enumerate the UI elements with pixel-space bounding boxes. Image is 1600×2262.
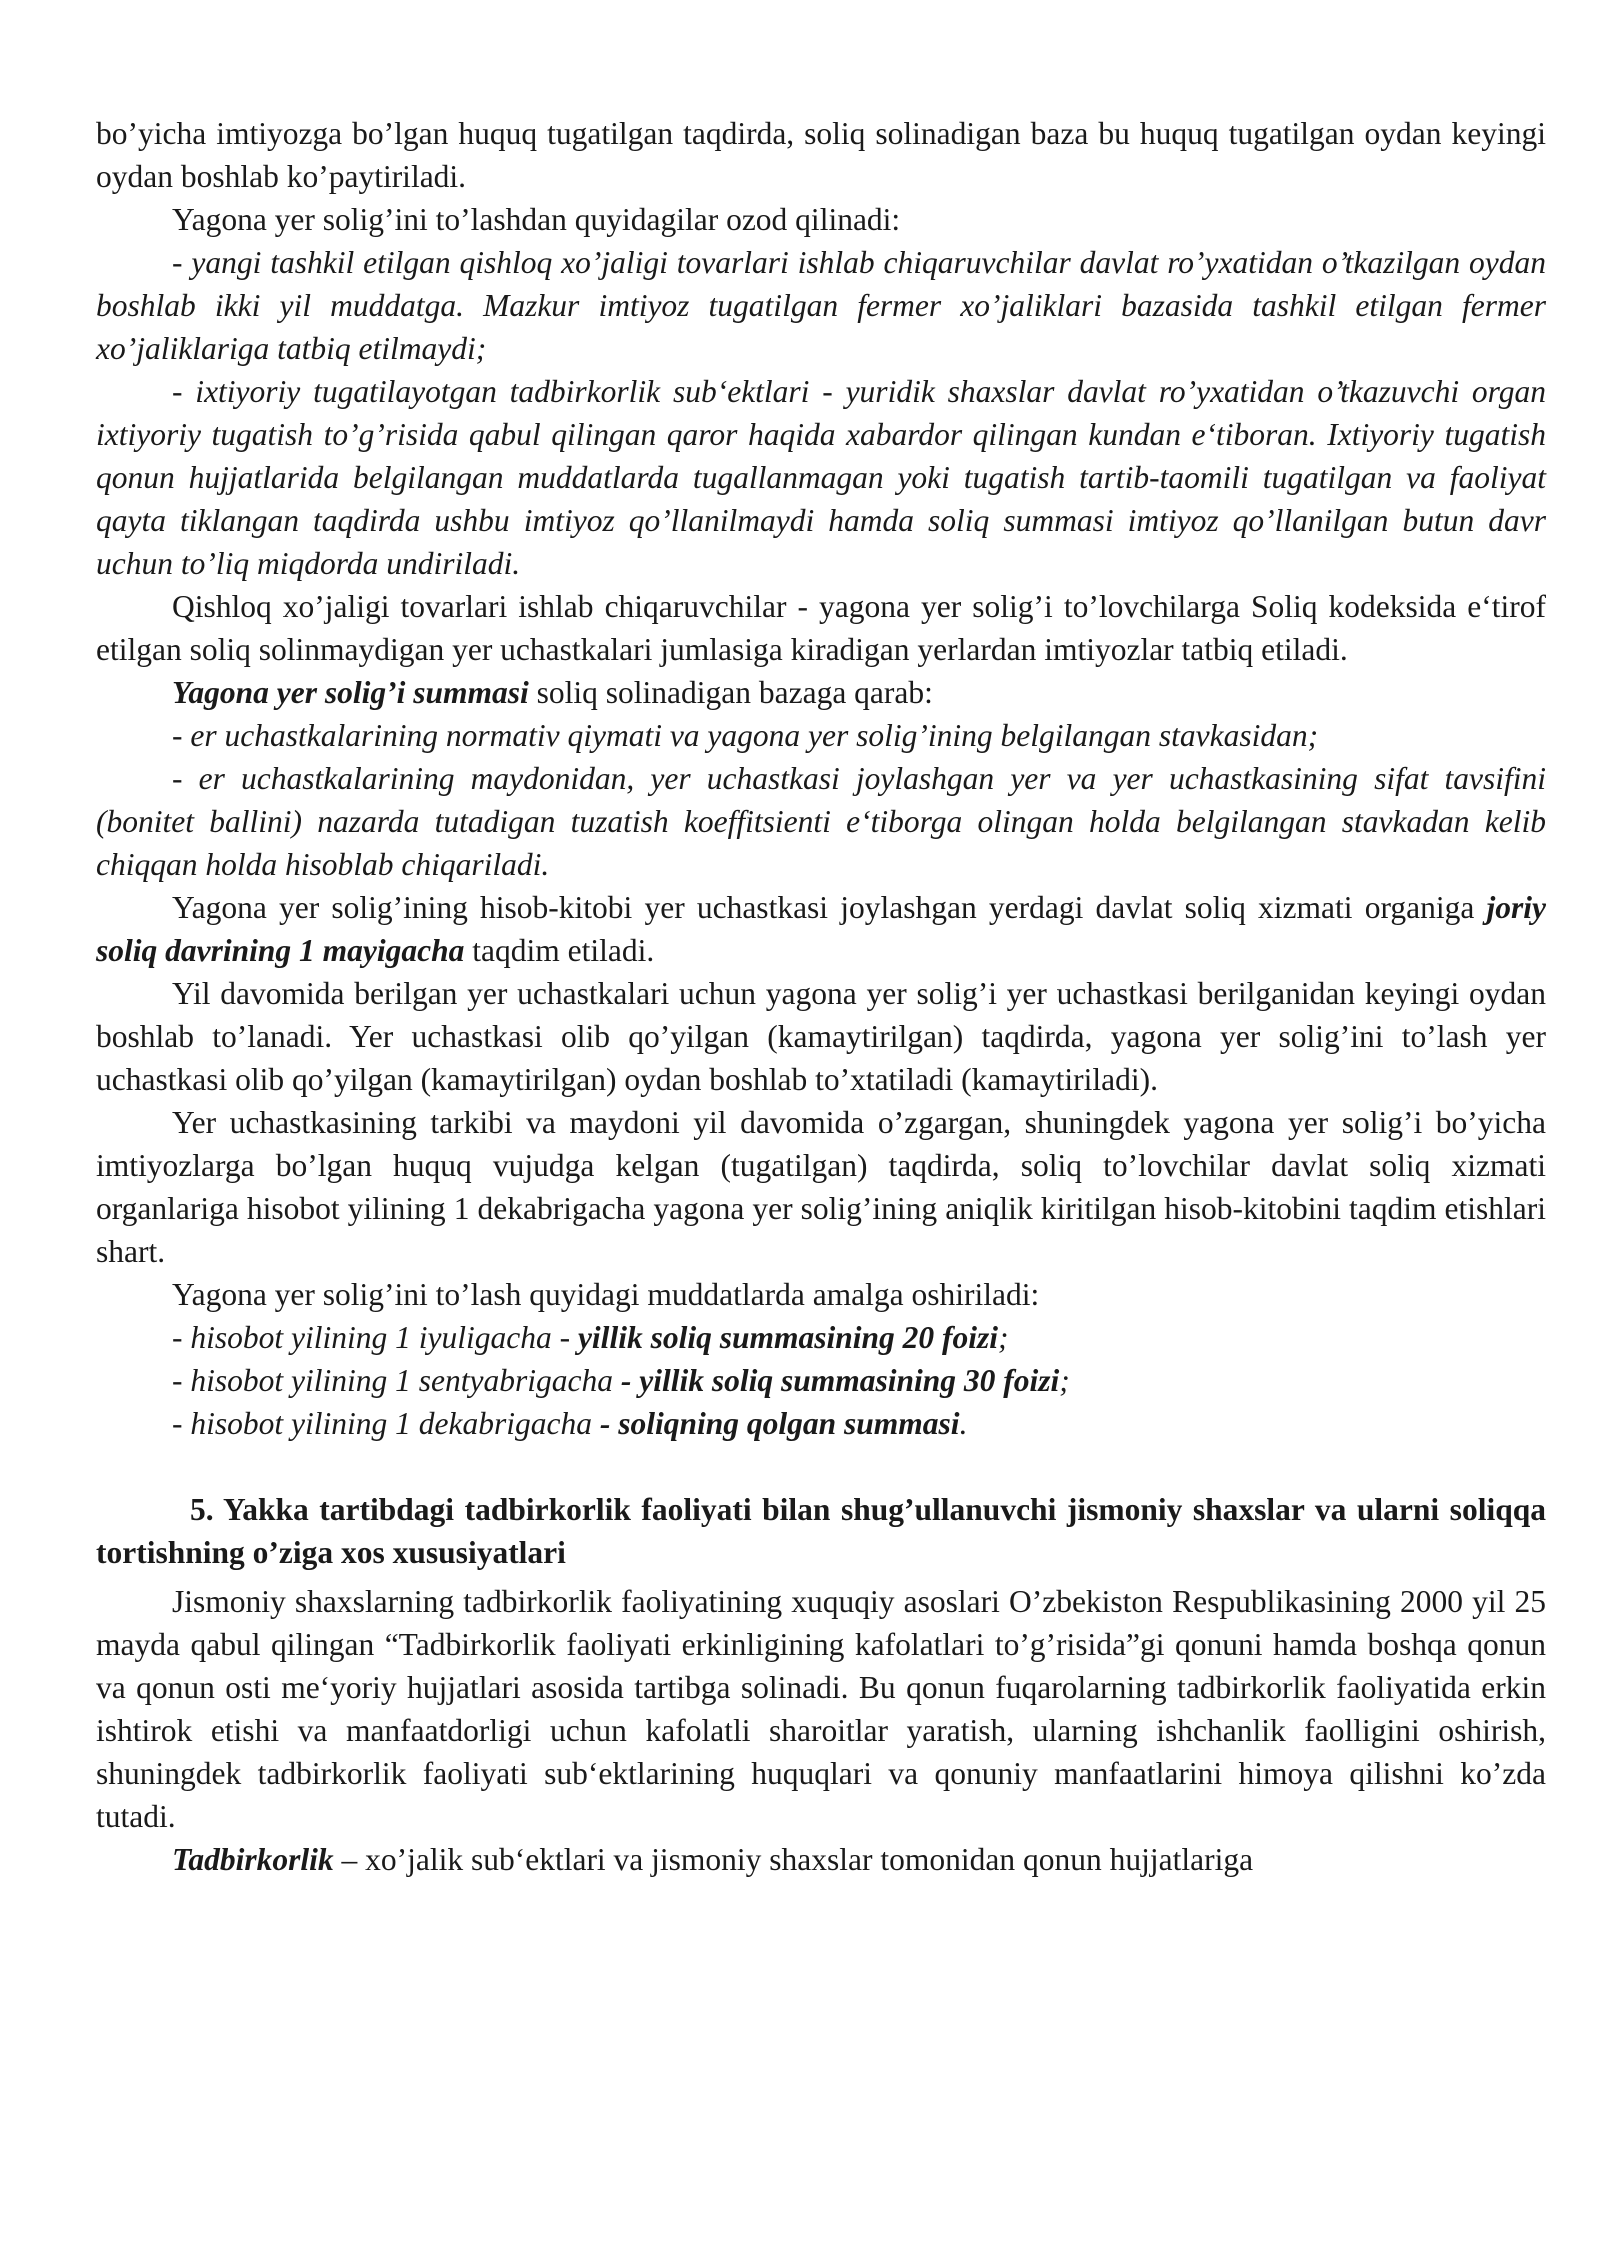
paragraph-land-changes: Yer uchastkasining tarkibi va maydoni yil davomida o’zgargan, shuningdek yagona yer solig’i bo’yicha imtiyozlarga bo’lgan huquq vujudga kelgan (tugatilgan) taqdirda, soliq to’lovchilar davlat soliq xizmati organlariga hisobot yilining 1 dekabrigacha yagona yer solig’ining aniqlik kiritilgan hisob-kitobini taqdim etishlari shart. bbox=[96, 1105, 1546, 1269]
paragraph-exemptions-intro: Yagona yer solig’ini to’lashdan quyidagilar ozod qilinadi: bbox=[172, 202, 901, 237]
payment-term-december-date: - hisobot yilining 1 dekabrigacha bbox=[172, 1406, 600, 1441]
definition-text: – xo’jalik sub‘ektlari va jismoniy shaxslar tomonidan qonun hujjatlariga bbox=[333, 1842, 1254, 1877]
tax-basis-area: - er uchastkalarining maydonidan, yer uchastkasi joylashgan yer va yer uchastkasining sifat tavsifini (bonitet ballini) nazarda tutadigan tuzatish koeffitsienti e‘tiborga olingan holda belgilangan stavkadan kelib chiqqan holda hisoblab chiqariladi. bbox=[96, 761, 1546, 882]
deadline-date: joriy soliq davrining 1 mayigacha bbox=[96, 890, 1546, 968]
paragraph-tax-amount-text: soliq solinadigan bazaga qarab: bbox=[528, 675, 933, 710]
payment-term-december-share: - soliqning qolgan summasi bbox=[599, 1406, 960, 1441]
section-heading: 5. Yakka tartibdagi tadbirkorlik faoliyati bilan shug’ullanuvchi jismoniy shaxslar va ularni soliqqa tortishning o’ziga xos xususiyatlari bbox=[96, 1492, 1546, 1570]
deadline-text-a: Yagona yer solig’ining hisob-kitobi yer uchastkasi joylashgan yerdagi davlat soliq xizmati organiga bbox=[172, 890, 1487, 925]
payment-term-july bbox=[96, 1316, 1546, 1359]
payment-term-september-date: - hisobot yilining 1 sentyabrigacha bbox=[172, 1363, 621, 1398]
term-tax-amount: Yagona yer solig’i summasi bbox=[172, 675, 529, 710]
tax-basis-normative-value: - er uchastkalarining normativ qiymati va yagona yer solig’ining belgilangan stavkasidan; bbox=[172, 718, 1319, 753]
paragraph-entrepreneurship-definition bbox=[96, 1838, 1546, 1881]
payment-term-september-share: - yillik soliq summasining 30 foizi bbox=[620, 1363, 1060, 1398]
paragraph-land-during-year: Yil davomida berilgan yer uchastkalari uchun yagona yer solig’i yer uchastkasi berilganidan keyingi oydan boshlab to’lanadi. Yer uchastkasi olib qo’yilgan (kamaytirilgan) taqdirda, yagona yer solig’ini to’lash yer uchastkasi olib qo’yilgan (kamaytirilgan) oydan boshlab to’xtatiladi (kamaytiriladi). bbox=[96, 976, 1546, 1097]
paragraph-continuation: bo’yicha imtiyozga bo’lgan huquq tugatilgan taqdirda, soliq solinadigan baza bu huquq tugatilgan oydan keyingi oydan boshlab ko’paytiriladi. bbox=[96, 116, 1546, 194]
payment-term-december-end: . bbox=[959, 1406, 968, 1441]
payment-term-july-date: - hisobot yilining 1 iyuligacha - bbox=[172, 1320, 578, 1355]
payment-term-september-end: ; bbox=[1059, 1363, 1070, 1398]
paragraph-legal-basis: Jismoniy shaxslarning tadbirkorlik faoliyatining xuquqiy asoslari O’zbekiston Respublikasining 2000 yil 25 mayda qabul qilingan “Tadbirkorlik faoliyati erkinligining kafolatlari to’g’risida”gi qonuni hamda boshqa qonun va qonun osti me‘yoriy hujjatlari asosida tartibga solinadi. Bu qonun fuqarolarning tadbirkorlik faoliyatida erkin ishtirok etishi va manfaatdorligi uchun kafolatli sharoitlar yaratish, ularning ishchanlik faolligini oshirish, shuningdek tadbirkorlik faoliyati sub‘ektlarining huquqlari va qonuniy manfaatlarini himoya qilishni ko’zda tutadi. bbox=[96, 1584, 1546, 1834]
exemption-new-farms: - yangi tashkil etilgan qishloq xo’jaligi tovarlari ishlab chiqaruvchilar davlat ro’yxatidan o’tkazilgan oydan boshlab ikki yil muddatga. Mazkur imtiyoz tugatilgan fermer xo’jaliklari bazasida tashkil etilgan fermer xo’jaliklariga tatbiq etilmaydi; bbox=[96, 245, 1546, 366]
paragraph-tax-amount bbox=[96, 671, 1546, 714]
payment-term-july-end: ; bbox=[998, 1320, 1009, 1355]
paragraph-producers-exemptions: Qishloq xo’jaligi tovarlari ishlab chiqaruvchilar - yagona yer solig’i to’lovchilarga Soliq kodeksida e‘tirof etilgan soliq solinmaydigan yer uchastkalari jumlasiga kiradigan yerlardan imtiyozlar tatbiq etiladi. bbox=[96, 589, 1546, 667]
payment-term-december bbox=[96, 1402, 1546, 1445]
exemption-voluntary-liquidation: - ixtiyoriy tugatilayotgan tadbirkorlik sub‘ektlari - yuridik shaxslar davlat ro’yxatidan o’tkazuvchi organ ixtiyoriy tugatish to’g’risida qabul qilingan qaror haqida xabardor qilingan kundan e‘tiboran. Ixtiyoriy tugatish qonun hujjatlarida belgilangan muddatlarda tugallanmagan yoki tugatish tartib-taomili tugatilgan va faoliyat qayta tiklangan taqdirda ushbu imtiyoz qo’llanilmaydi hamda soliq summasi imtiyoz qo’llanilgan butun davr uchun to’liq miqdorda undiriladi. bbox=[96, 374, 1546, 581]
payment-term-september bbox=[96, 1359, 1546, 1402]
deadline-text-c: taqdim etiladi. bbox=[464, 933, 655, 968]
payment-term-july-share: yillik soliq summasining 20 foizi bbox=[577, 1320, 999, 1355]
term-entrepreneurship: Tadbirkorlik bbox=[172, 1842, 334, 1877]
paragraph-calculation-deadline bbox=[96, 886, 1546, 972]
paragraph-payment-terms: Yagona yer solig’ini to’lash quyidagi muddatlarda amalga oshiriladi: bbox=[172, 1277, 1040, 1312]
document-page bbox=[96, 112, 1546, 1881]
